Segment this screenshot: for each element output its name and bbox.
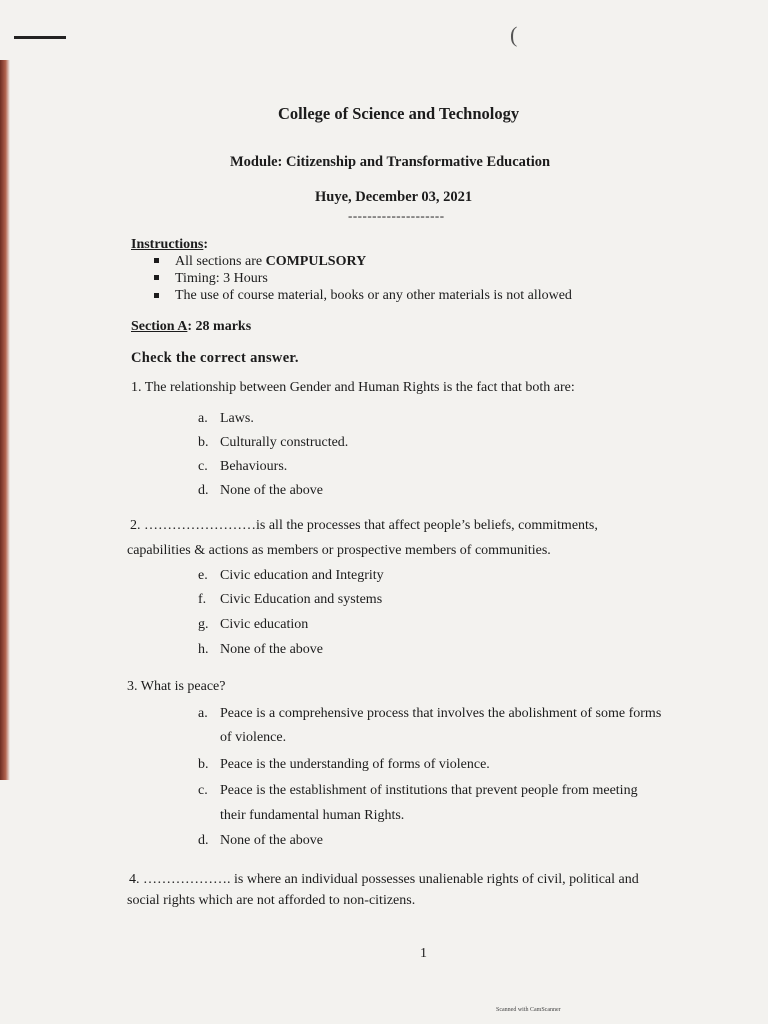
option-letter: b. — [198, 757, 209, 772]
option-letter: e. — [198, 568, 208, 583]
instruction-item: All sections are COMPULSORY — [175, 254, 367, 269]
option-letter: d. — [198, 833, 209, 848]
option-text: Behaviours. — [220, 459, 288, 474]
question-4-stem: 4. ………………. is where an individual possesses unalienable rights of civil, political and — [129, 872, 639, 887]
corner-mark-line — [14, 36, 66, 39]
exam-date: Huye, December 03, 2021 — [315, 189, 473, 205]
option-letter: f. — [198, 592, 207, 607]
module-title: Module: Citizenship and Transformative Education — [230, 154, 551, 170]
option-letter: d. — [198, 483, 209, 498]
bullet-icon — [154, 275, 159, 280]
question-3-stem: 3. What is peace? — [127, 679, 226, 694]
corner-pen-mark: ( — [510, 22, 518, 47]
option-text-cont: of violence. — [220, 730, 287, 745]
option-text-cont: their fundamental human Rights. — [220, 808, 405, 823]
bullet-icon — [154, 293, 159, 298]
option-text: Peace is the establishment of institutions that prevent people from meeting — [220, 783, 638, 798]
option-letter: b. — [198, 435, 209, 450]
option-letter: h. — [198, 642, 209, 657]
option-letter: c. — [198, 783, 208, 798]
page-edge-shadow — [0, 60, 10, 780]
page-number: 1 — [420, 946, 427, 961]
option-text: None of the above — [220, 642, 324, 657]
instruction-item: The use of course material, books or any other materials is not allowed — [175, 288, 572, 303]
option-text: Civic education — [220, 617, 309, 632]
option-letter: c. — [198, 459, 208, 474]
question-2-stem: 2. ……………………is all the processes that affect people’s beliefs, commitments, — [130, 518, 598, 533]
institution-title: College of Science and Technology — [278, 104, 520, 123]
option-text: None of the above — [220, 833, 324, 848]
scanner-watermark: Scanned with CamScanner — [496, 1007, 561, 1013]
option-letter: g. — [198, 617, 209, 632]
option-letter: a. — [198, 706, 208, 721]
header-rule: -------------------- — [348, 208, 445, 223]
instruction-item: Timing: 3 Hours — [175, 271, 268, 286]
option-text: Civic education and Integrity — [220, 568, 384, 583]
option-text: Culturally constructed. — [220, 435, 349, 450]
question-1-stem: 1. The relationship between Gender and Human Rights is the fact that both are: — [131, 380, 575, 395]
option-text: Peace is the understanding of forms of violence. — [220, 757, 490, 772]
question-2-stem-cont: capabilities & actions as members or prospective members of communities. — [127, 543, 551, 558]
option-text: Laws. — [220, 411, 254, 426]
instructions-heading: Instructions: — [131, 237, 209, 252]
section-directive: Check the correct answer. — [131, 350, 299, 366]
bullet-icon — [154, 258, 159, 263]
option-text: None of the above — [220, 483, 324, 498]
option-letter: a. — [198, 411, 208, 426]
question-4-stem-cont: social rights which are not afforded to non-citizens. — [127, 893, 416, 908]
section-a-heading: Section A: 28 marks — [131, 319, 252, 334]
option-text: Civic Education and systems — [220, 592, 383, 607]
option-text: Peace is a comprehensive process that involves the abolishment of some forms — [220, 706, 662, 721]
